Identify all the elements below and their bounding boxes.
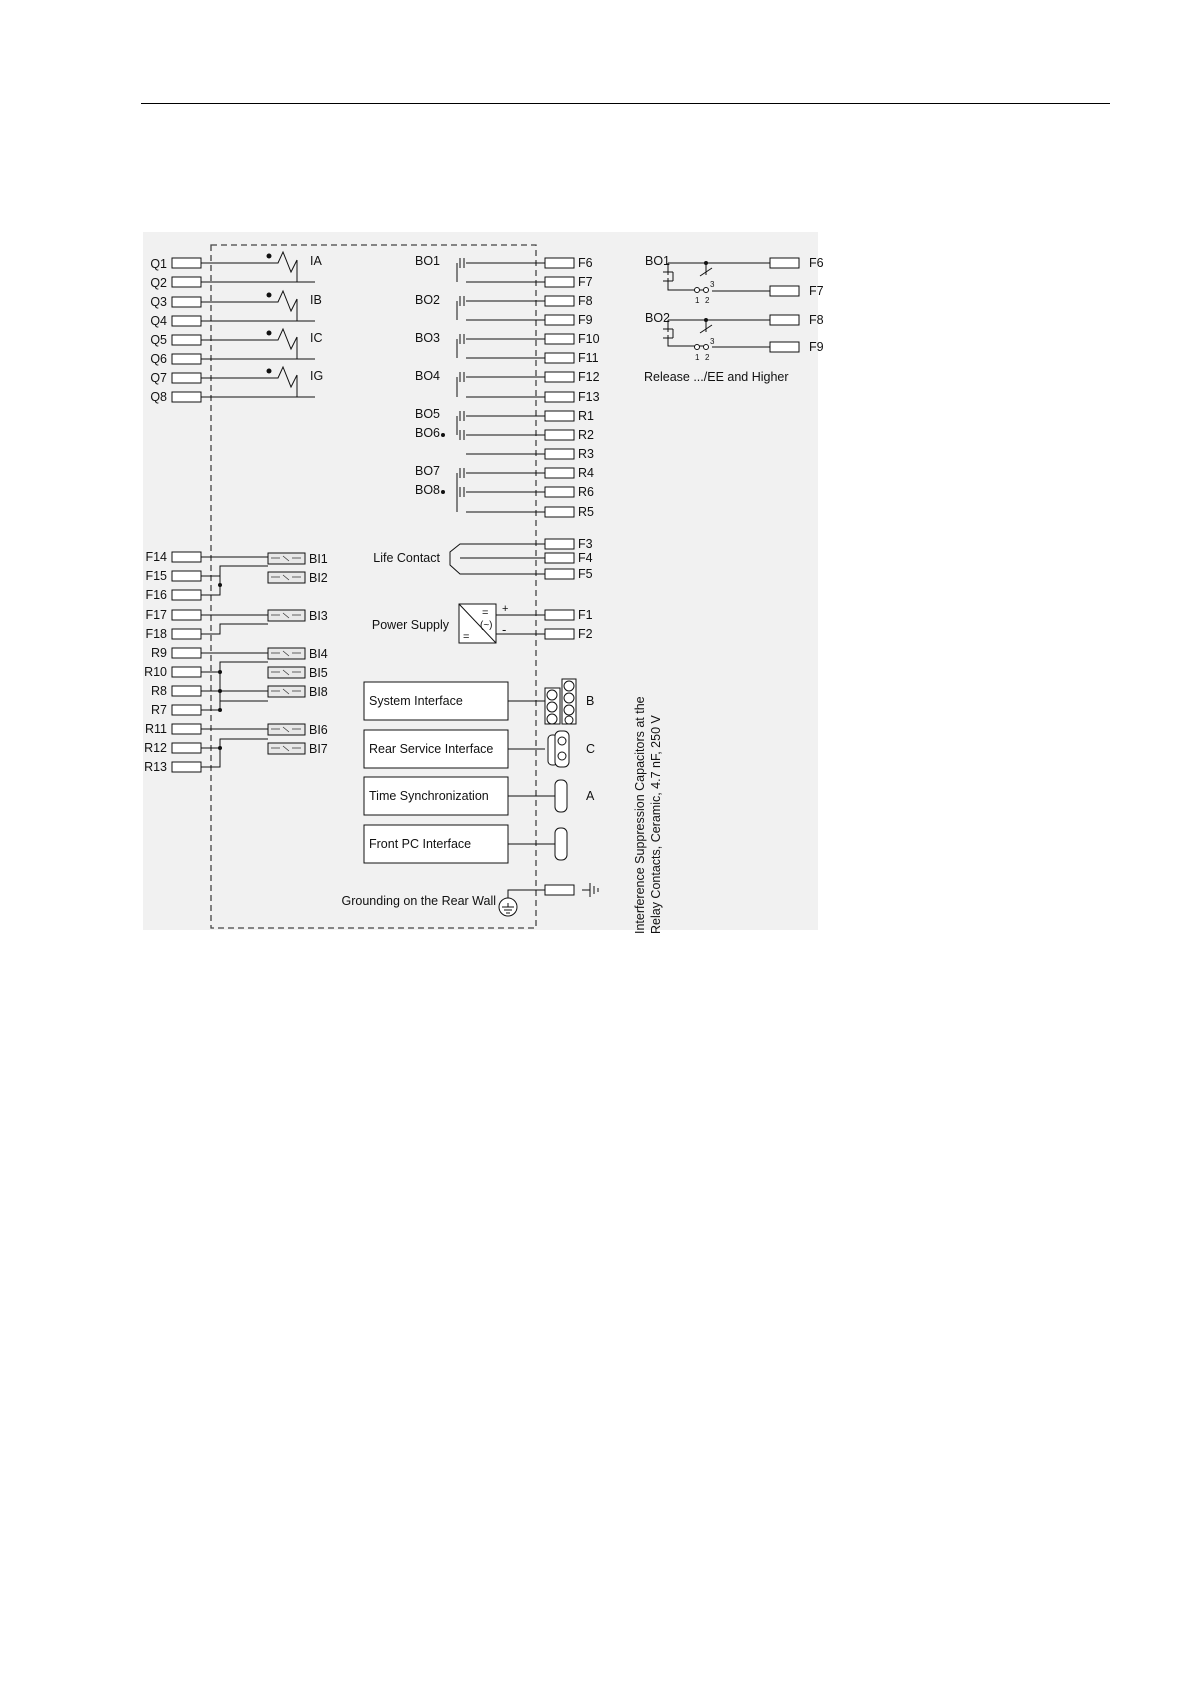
terminal-label-r5: R5 (578, 505, 594, 519)
terminal-label-r7: R7 (151, 703, 167, 717)
channel-label-ia: IA (310, 254, 322, 268)
bi-label-3: BI3 (309, 609, 328, 623)
terminal-label-f2: F2 (578, 627, 593, 641)
side-note-line1: Interference Suppression Capacitors at the (633, 696, 647, 934)
terminal-label-r11: R11 (144, 722, 167, 736)
channel-label-ib: IB (310, 293, 322, 307)
interface-boxes (364, 682, 508, 863)
release-contact-num-3b: 3 (710, 337, 715, 346)
power-dc-symbol-bottom: = (463, 631, 470, 643)
terminal-label-r3: R3 (578, 447, 594, 461)
release-contact-num-1a: 1 (695, 296, 700, 305)
time-synchronization-label: Time Synchronization (369, 789, 489, 803)
release-contact-num-1b: 1 (695, 353, 700, 362)
bi-label-7: BI7 (309, 742, 328, 756)
front-pc-interface-label: Front PC Interface (369, 837, 472, 851)
terminal-label-r13: R13 (144, 760, 167, 774)
rear-service-interface-label: Rear Service Interface (369, 742, 494, 756)
terminal-label-q2: Q2 (150, 276, 167, 290)
power-ac-symbol: (~) (480, 620, 493, 631)
bo-label-7: BO7 (414, 464, 440, 478)
port-label-c: C (586, 742, 596, 756)
terminal-label-r9: R9 (151, 646, 167, 660)
release-terminal-f8: F8 (809, 313, 824, 327)
side-note-line2: Relay Contacts, Ceramic, 4.7 nF, 250 V (649, 715, 663, 934)
port-label-b: B (586, 694, 595, 708)
terminal-label-q3: Q3 (150, 295, 167, 309)
release-terminal-f9: F9 (809, 340, 824, 354)
bi-label-2: BI2 (309, 571, 328, 585)
bo-label-5: BO5 (414, 407, 440, 421)
terminal-label-q8: Q8 (150, 390, 167, 404)
terminal-label-r1: R1 (578, 409, 594, 423)
release-caption: Release .../EE and Higher (644, 370, 789, 384)
bo-label-1: BO1 (414, 254, 440, 268)
life-contact-label: Life Contact (373, 551, 440, 565)
release-contact-num-2b: 2 (705, 353, 710, 362)
terminal-label-r12: R12 (144, 741, 167, 755)
release-terminal-f7: F7 (809, 284, 824, 298)
terminal-label-r6: R6 (578, 485, 594, 499)
terminal-label-f9: F9 (578, 313, 593, 327)
release-terminal-f6: F6 (809, 256, 824, 270)
terminal-label-r4: R4 (578, 466, 594, 480)
terminal-label-f7: F7 (578, 275, 593, 289)
power-dc-symbol-top: = (482, 607, 489, 619)
terminal-label-f17: F17 (145, 608, 167, 622)
interface-connectors (545, 679, 576, 860)
terminal-label-f6: F6 (578, 256, 593, 270)
release-contact-num-3a: 3 (710, 280, 715, 289)
terminal-label-f16: F16 (145, 588, 167, 602)
terminal-label-f1: F1 (578, 608, 593, 622)
terminal-label-f4: F4 (578, 551, 593, 565)
terminal-label-f8: F8 (578, 294, 593, 308)
bo-label-4: BO4 (414, 369, 440, 383)
bo-label-8: BO8 (414, 483, 440, 497)
terminal-label-q6: Q6 (150, 352, 167, 366)
power-minus-sign: - (502, 622, 507, 637)
power-plus-sign: + (502, 603, 509, 615)
grounding-label: Grounding on the Rear Wall (341, 894, 496, 908)
bi-label-1: BI1 (309, 552, 328, 566)
bi-label-5: BI5 (309, 666, 328, 680)
system-interface-label: System Interface (369, 694, 463, 708)
bi-label-8: BI8 (309, 685, 328, 699)
terminal-label-f10: F10 (578, 332, 600, 346)
release-bo1-label: BO1 (645, 254, 671, 268)
terminal-label-f15: F15 (145, 569, 167, 583)
terminal-label-q7: Q7 (150, 371, 167, 385)
release-contact-num-2a: 2 (705, 296, 710, 305)
channel-label-ig: IG (310, 369, 324, 383)
channel-label-ic: IC (310, 331, 323, 345)
ground-symbol (499, 898, 517, 916)
terminal-label-f14: F14 (145, 550, 167, 564)
terminal-label-r8: R8 (151, 684, 167, 698)
terminal-label-f12: F12 (578, 370, 600, 384)
terminal-label-q5: Q5 (150, 333, 167, 347)
release-bo2-label: BO2 (645, 311, 671, 325)
bi-label-6: BI6 (309, 723, 328, 737)
bi-label-4: BI4 (309, 647, 328, 661)
terminal-label-q1: Q1 (150, 257, 167, 271)
bo-label-2: BO2 (414, 293, 440, 307)
terminal-label-f18: F18 (145, 627, 167, 641)
terminal-label-f3: F3 (578, 537, 593, 551)
terminal-label-q4: Q4 (150, 314, 167, 328)
terminal-label-r2: R2 (578, 428, 594, 442)
power-supply-label: Power Supply (371, 618, 449, 632)
bo-label-3: BO3 (414, 331, 440, 345)
terminal-label-r10: R10 (144, 665, 167, 679)
terminal-label-f5: F5 (578, 567, 593, 581)
terminal-label-f13: F13 (578, 390, 600, 404)
port-label-a: A (586, 789, 595, 803)
terminal-label-f11: F11 (578, 351, 599, 365)
bo-label-6: BO6 (414, 426, 440, 440)
